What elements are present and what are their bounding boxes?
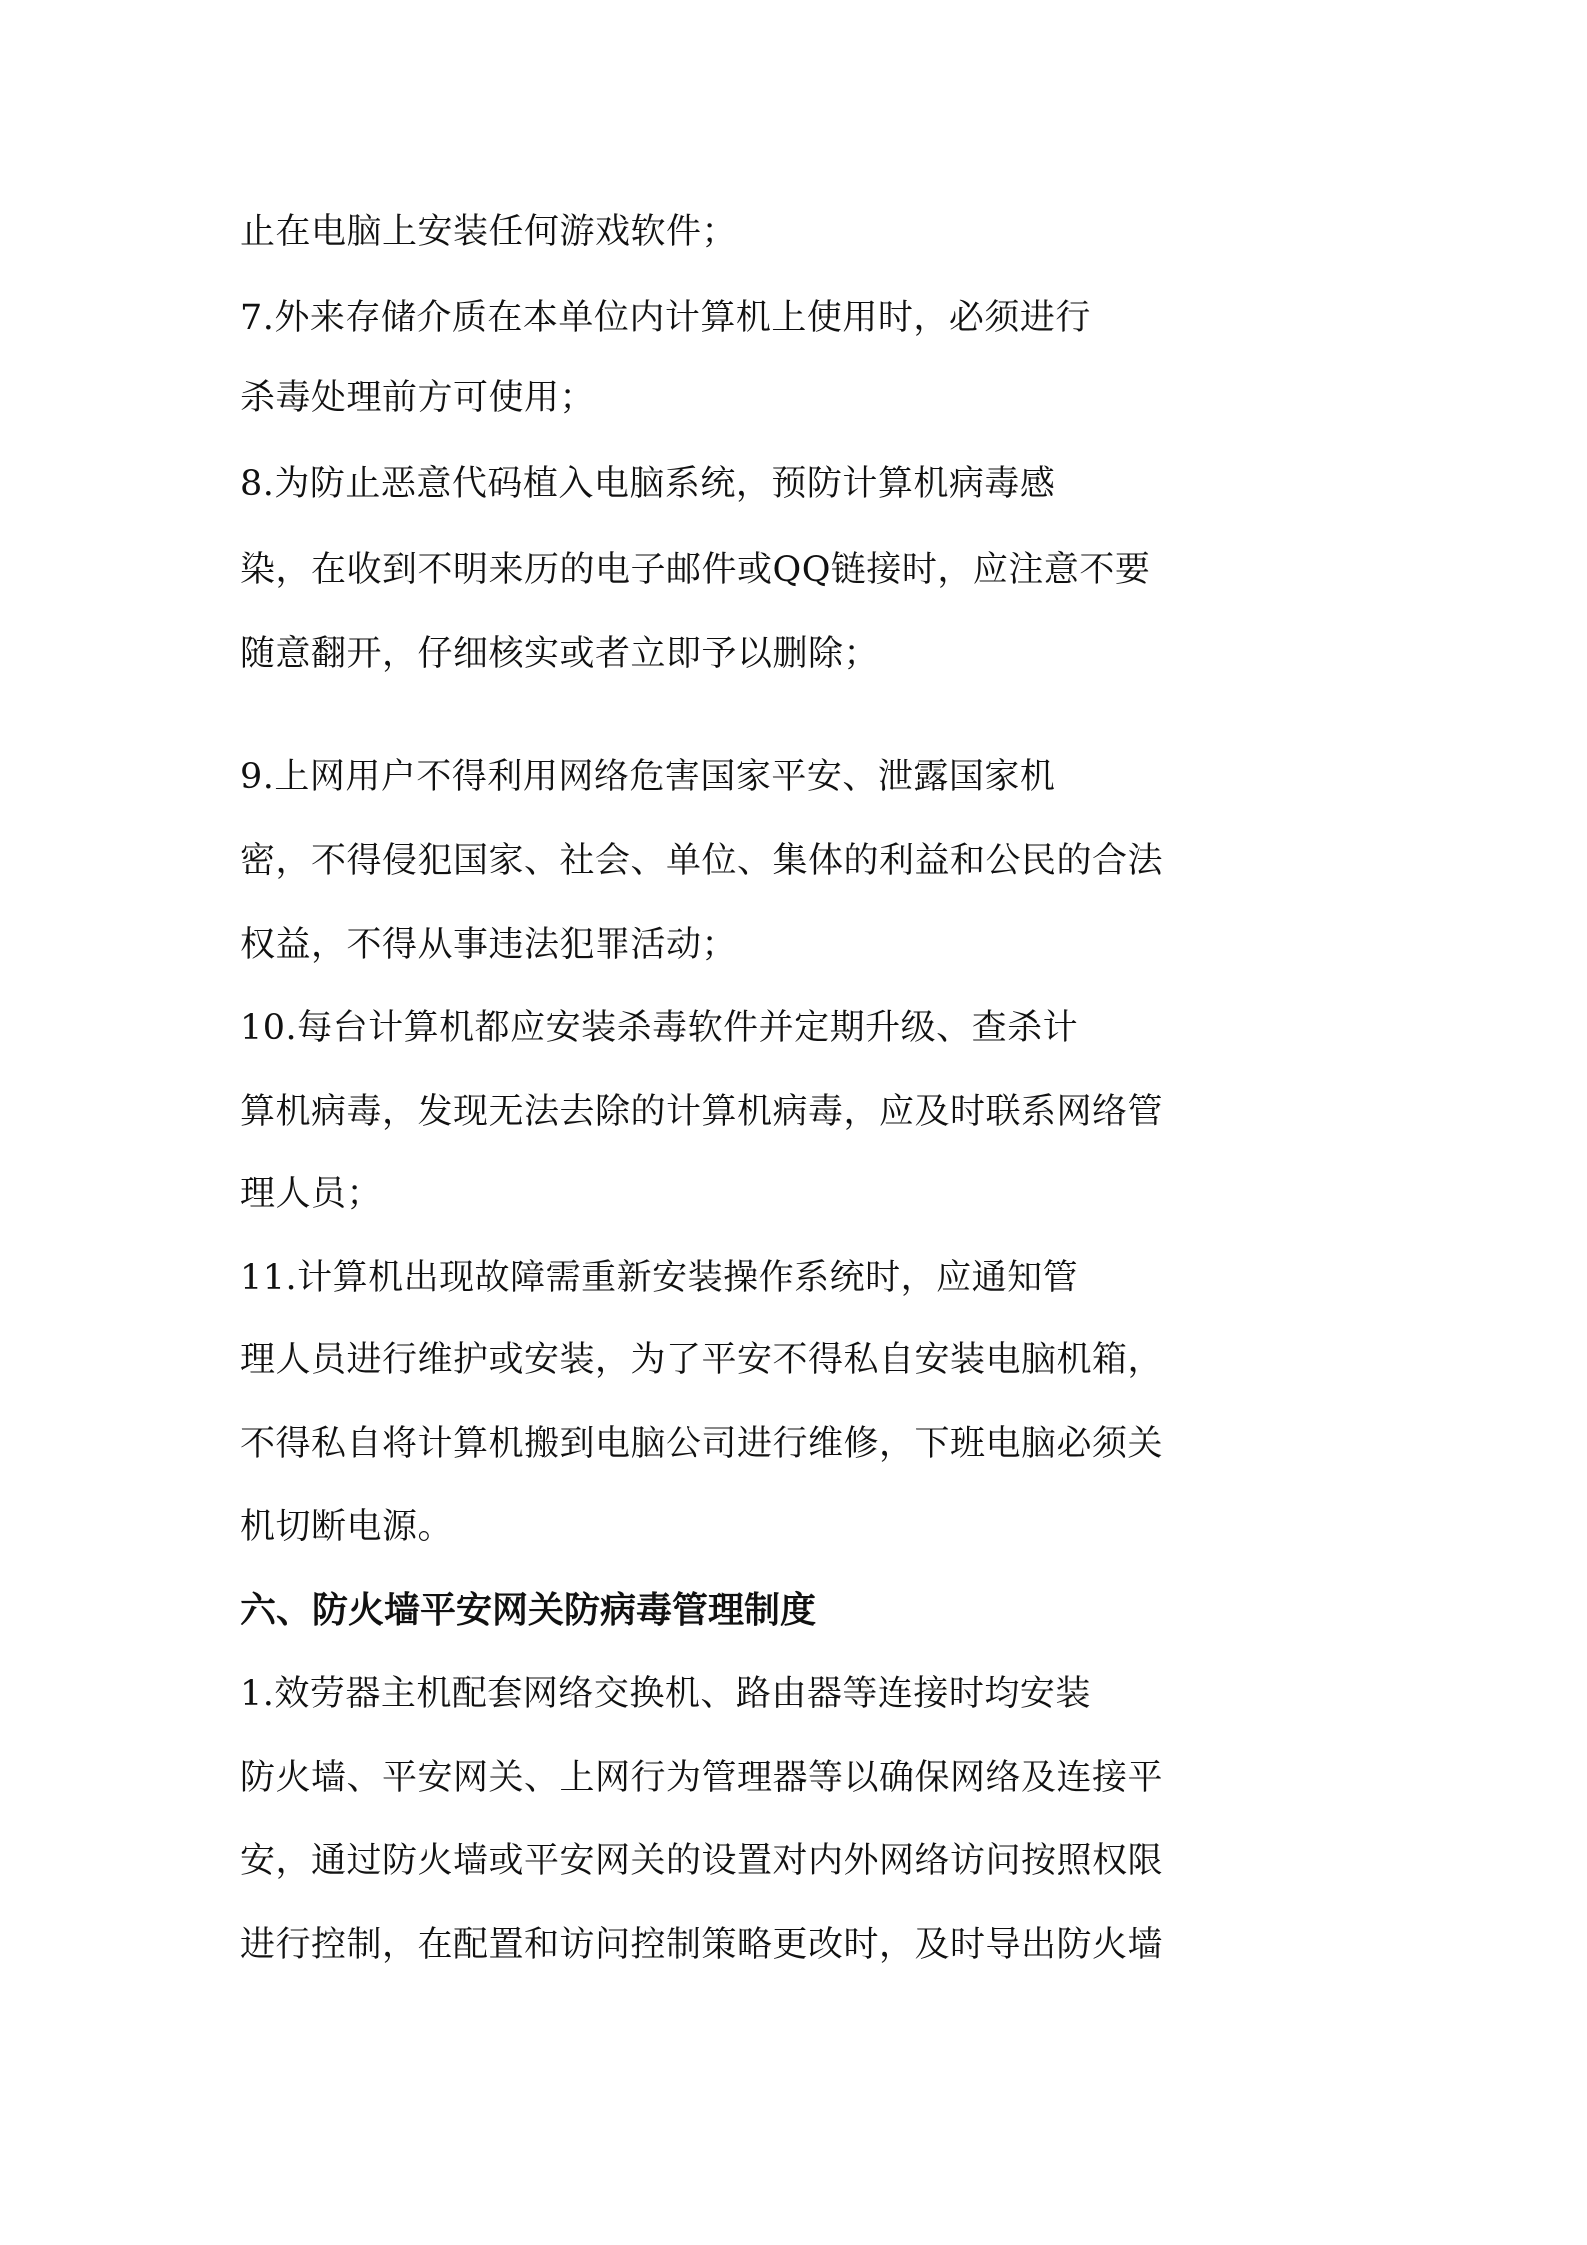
- item-11-line: 11.计算机出现故障需重新安装操作系统时，应通知管: [240, 1258, 1079, 1298]
- paragraph-line: 安，通过防火墙或平安网关的设置对内外网络访问按照权限: [240, 1841, 1164, 1881]
- item-9-line: 9.上网用户不得利用网络危害国家平安、泄露国家机: [240, 757, 1056, 797]
- item-7-line: 7.外来存储介质在本单位内计算机上使用时，必须进行: [240, 298, 1091, 338]
- paragraph-line: 权益，不得从事违法犯罪活动；: [240, 925, 738, 965]
- paragraph-line: 随意翻开，仔细核实或者立即予以删除；: [240, 634, 880, 674]
- paragraph-line: 密，不得侵犯国家、社会、单位、集体的利益和公民的合法: [240, 841, 1164, 881]
- paragraph-line: 止在电脑上安装任何游戏软件；: [240, 212, 738, 252]
- paragraph-line: 杀毒处理前方可使用；: [240, 378, 596, 418]
- paragraph-line: 理人员；: [240, 1174, 383, 1214]
- paragraph-line: 防火墙、平安网关、上网行为管理器等以确保网络及连接平: [240, 1758, 1164, 1798]
- item-10-line: 10.每台计算机都应安装杀毒软件并定期升级、查杀计: [240, 1008, 1079, 1048]
- paragraph-line: 染，在收到不明来历的电子邮件或QQ链接时，应注意不要: [240, 550, 1151, 590]
- paragraph-line: 理人员进行维护或安装，为了平安不得私自安装电脑机箱，: [240, 1340, 1164, 1380]
- paragraph-line: 算机病毒，发现无法去除的计算机病毒，应及时联系网络管: [240, 1092, 1164, 1132]
- paragraph-line: 不得私自将计算机搬到电脑公司进行维修，下班电脑必须关: [240, 1424, 1164, 1464]
- paragraph-line: 进行控制，在配置和访问控制策略更改时，及时导出防火墙: [240, 1925, 1164, 1965]
- section-heading: 六、防火墙平安网关防病毒管理制度: [240, 1590, 817, 1631]
- item-1-line: 1.效劳器主机配套网络交换机、路由器等连接时均安装: [240, 1674, 1091, 1714]
- paragraph-line: 机切断电源。: [240, 1507, 454, 1547]
- item-8-line: 8.为防止恶意代码植入电脑系统，预防计算机病毒感: [240, 464, 1056, 504]
